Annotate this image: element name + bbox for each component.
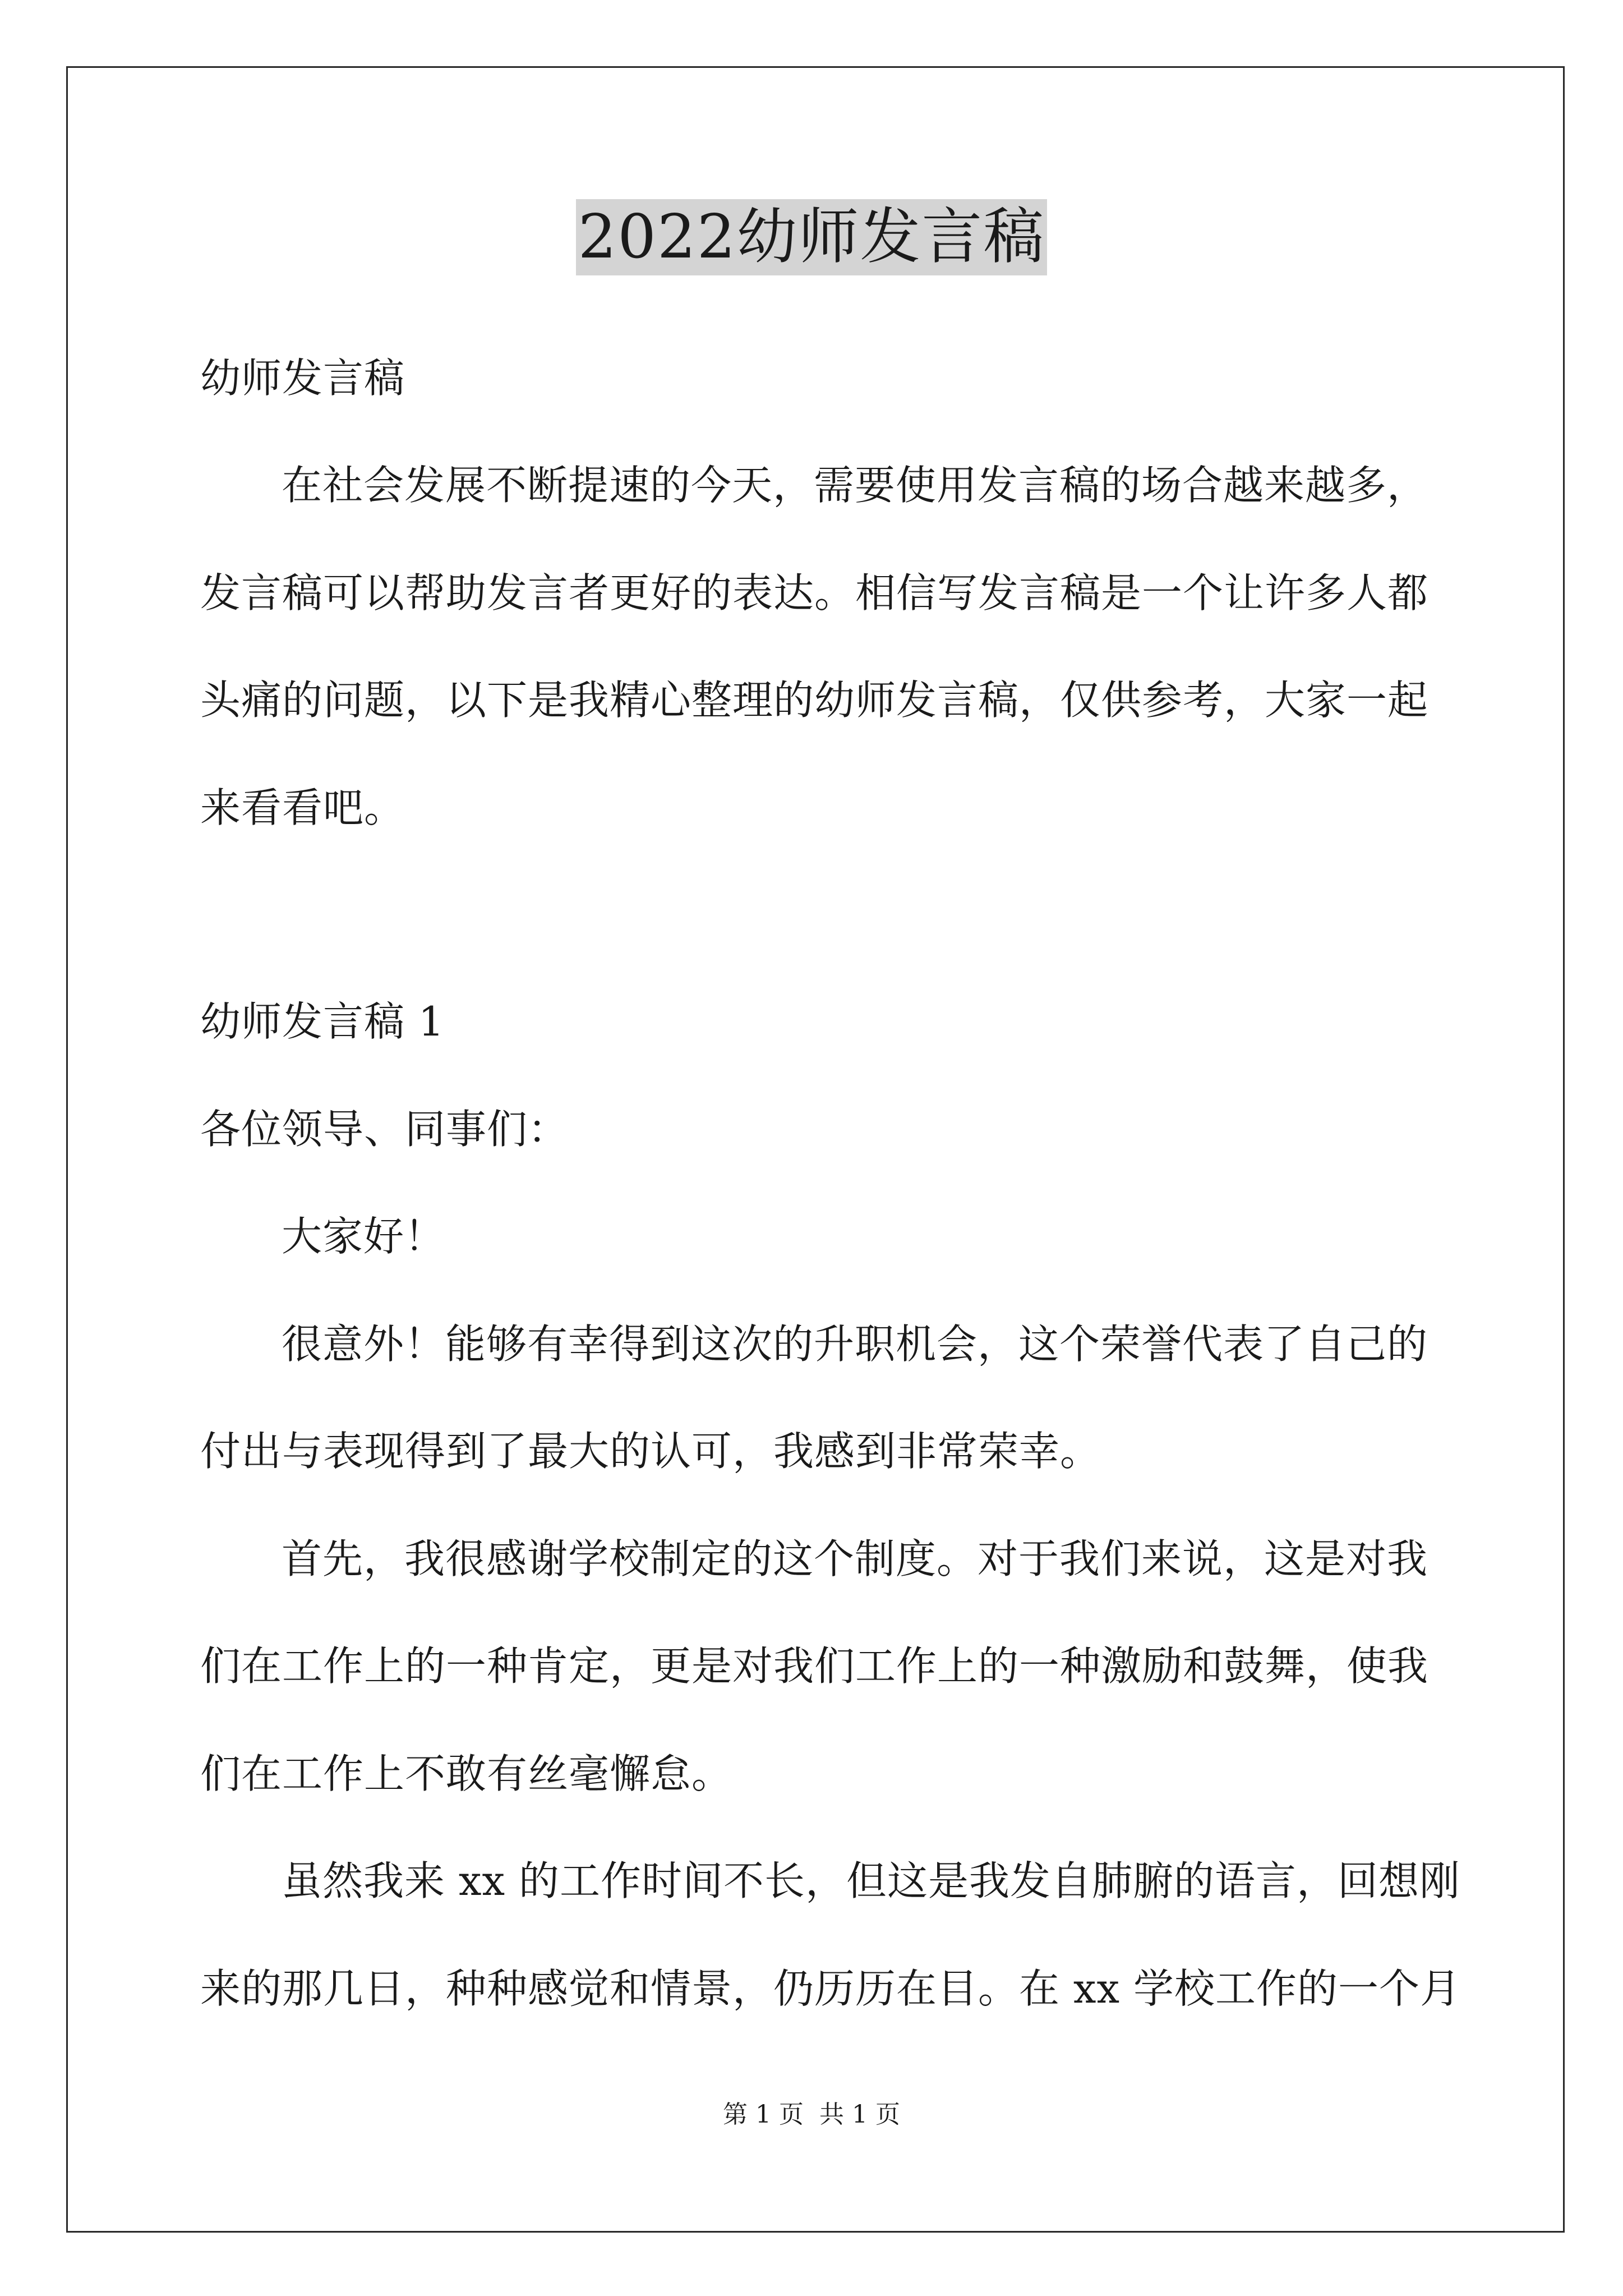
intro-line-2: 发言稿可以帮助发言者更好的表达。相信写发言稿是一个让许多人都 — [200, 569, 1429, 616]
body-line-6: 虽然我来 xx 的工作时间不长，但这是我发自肺腑的语言，回想刚 — [282, 1857, 1460, 1904]
title-container — [0, 199, 1623, 275]
body-line-3: 首先，我很感谢学校制定的这个制度。对于我们来说，这是对我 — [282, 1535, 1428, 1582]
document-title: 2022幼师发言稿 — [576, 199, 1048, 275]
body-line-2: 付出与表现得到了最大的认可，我感到非常荣幸。 — [200, 1428, 1101, 1475]
body-line-5: 们在工作上不敢有丝毫懈怠。 — [200, 1750, 733, 1797]
salutation: 各位领导、同事们： — [200, 1106, 569, 1153]
intro-line-4: 来看看吧。 — [200, 784, 405, 831]
body-line-7: 来的那几日，种种感觉和情景，仍历历在目。在 xx 学校工作的一个月 — [200, 1965, 1461, 2012]
intro-line-1: 在社会发展不断提速的今天，需要使用发言稿的场合越来越多， — [282, 462, 1428, 509]
body-line-1: 很意外！能够有幸得到这次的升职机会，这个荣誉代表了自己的 — [282, 1320, 1428, 1368]
document-subtitle: 幼师发言稿 — [200, 355, 405, 402]
section-heading: 幼师发言稿 1 — [200, 998, 445, 1045]
body-line-4: 们在工作上的一种肯定，更是对我们工作上的一种激励和鼓舞，使我 — [200, 1642, 1429, 1690]
page-number: 第 1 页 — [723, 2100, 804, 2129]
page-total: 共 1 页 — [819, 2100, 900, 2129]
intro-line-3: 头痛的问题，以下是我精心整理的幼师发言稿，仅供参考，大家一起 — [200, 677, 1429, 724]
page-footer — [0, 2098, 1623, 2132]
greeting: 大家好！ — [282, 1213, 446, 1260]
